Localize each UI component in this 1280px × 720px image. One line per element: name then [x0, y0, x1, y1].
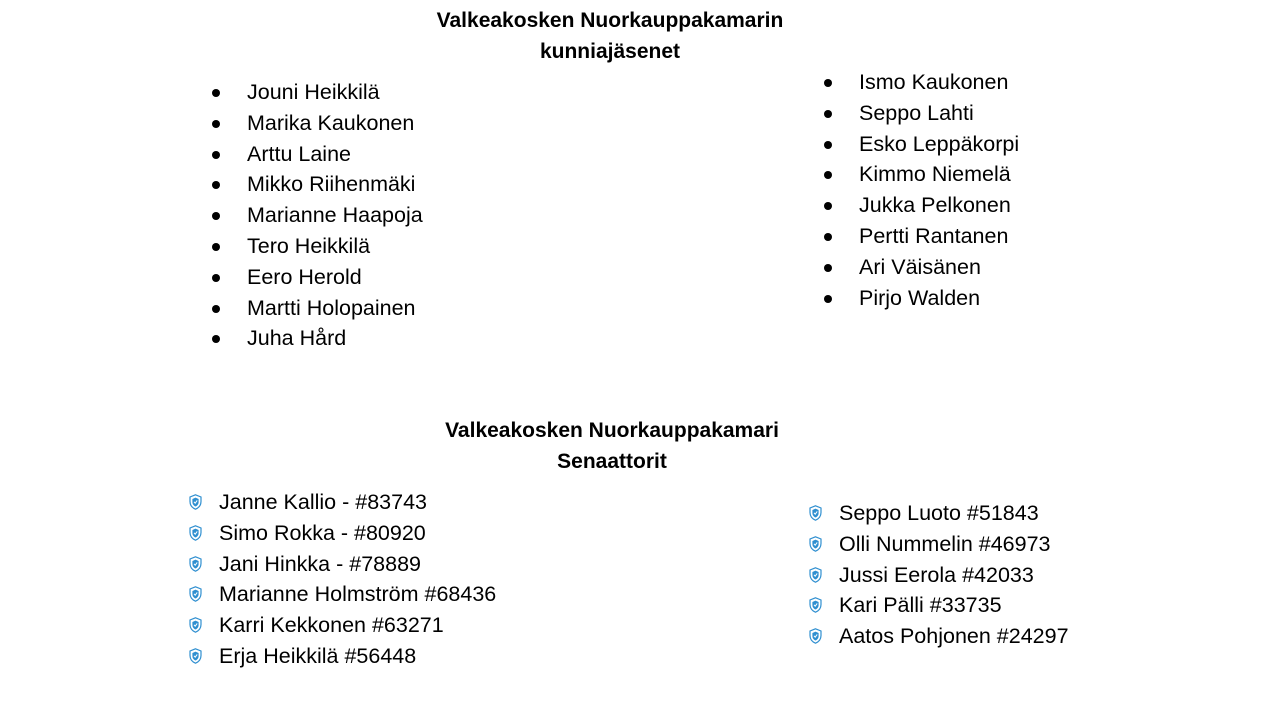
- list-item: [247, 77, 423, 108]
- list-item: [859, 67, 1019, 98]
- member-name: Pertti Rantanen: [859, 223, 1009, 248]
- senator-name: Karri Kekkonen #63271: [219, 613, 444, 638]
- bullet-dot-icon: [824, 264, 832, 272]
- member-name: Ari Väisänen: [859, 254, 981, 279]
- list-item: [247, 323, 423, 354]
- member-name: Mikko Riihenmäki: [247, 172, 416, 197]
- member-name: Jouni Heikkilä: [247, 80, 380, 104]
- list-item: [859, 190, 1019, 221]
- member-name: Arttu Laine: [247, 141, 351, 166]
- shield-icon: [809, 628, 822, 644]
- shield-icon: [809, 567, 822, 583]
- bullet-dot-icon: [212, 274, 220, 282]
- honorary-members-list-left: [247, 77, 423, 354]
- shield-icon: [189, 648, 202, 664]
- list-item: [219, 610, 496, 641]
- senators-title: [380, 415, 844, 477]
- member-name: Ismo Kaukonen: [859, 70, 1009, 94]
- senator-name: Seppo Luoto #51843: [839, 501, 1039, 525]
- bullet-dot-icon: [212, 305, 220, 313]
- shield-icon: [189, 617, 202, 633]
- shield-icon: [809, 597, 822, 613]
- list-item: [219, 579, 496, 610]
- senator-name: Jani Hinkka - #78889: [219, 551, 421, 576]
- senator-name: Simo Rokka - #80920: [219, 520, 426, 545]
- senator-name: Aatos Pohjonen #24297: [839, 624, 1069, 649]
- bullet-dot-icon: [824, 110, 832, 118]
- bullet-dot-icon: [824, 295, 832, 303]
- list-item: [219, 549, 496, 580]
- bullet-dot-icon: [212, 181, 220, 189]
- list-item: [859, 129, 1019, 160]
- list-item: [219, 641, 496, 672]
- bullet-dot-icon: [824, 233, 832, 241]
- list-item: [859, 159, 1019, 190]
- bullet-dot-icon: [212, 89, 220, 97]
- list-item: [247, 293, 423, 324]
- shield-icon: [809, 536, 822, 552]
- member-name: Seppo Lahti: [859, 100, 974, 125]
- list-item: [247, 200, 423, 231]
- shield-icon: [189, 525, 202, 541]
- bullet-dot-icon: [824, 202, 832, 210]
- list-item: [247, 231, 423, 262]
- honorary-title-line1: Valkeakosken Nuorkauppakamarin: [436, 9, 784, 32]
- list-item: [859, 283, 1019, 314]
- shield-icon: [189, 556, 202, 572]
- bullet-dot-icon: [212, 335, 220, 343]
- list-item: [839, 621, 1069, 652]
- member-name: Eero Herold: [247, 264, 362, 289]
- bullet-dot-icon: [824, 141, 832, 149]
- member-name: Marika Kaukonen: [247, 110, 415, 135]
- member-name: Juha Hård: [247, 326, 347, 351]
- honorary-members-title: [380, 5, 840, 67]
- bullet-dot-icon: [824, 79, 832, 87]
- list-item: [859, 221, 1019, 252]
- bullet-dot-icon: [212, 120, 220, 128]
- member-name: Kimmo Niemelä: [859, 162, 1011, 187]
- member-name: Pirjo Walden: [859, 285, 981, 310]
- senators-list-right: [839, 498, 1069, 652]
- list-item: [839, 560, 1069, 591]
- list-item: [839, 498, 1069, 529]
- list-item: [859, 98, 1019, 129]
- list-item: [839, 590, 1069, 621]
- senator-name: Marianne Holmström #68436: [219, 582, 497, 607]
- senator-name: Janne Kallio - #83743: [219, 490, 427, 514]
- member-name: Tero Heikkilä: [247, 233, 371, 258]
- member-name: Jukka Pelkonen: [859, 193, 1011, 218]
- honorary-title-line2: kunniajäsenet: [539, 40, 681, 63]
- list-item: [247, 108, 423, 139]
- list-item: [247, 262, 423, 293]
- senators-title-line2: Senaattorit: [557, 450, 667, 473]
- senator-name: Erja Heikkilä #56448: [219, 643, 417, 668]
- list-item: [247, 139, 423, 170]
- senators-list-left: [219, 487, 496, 672]
- shield-icon: [189, 586, 202, 602]
- honorary-members-list-right: [859, 67, 1019, 313]
- list-item: [219, 487, 496, 518]
- senator-name: Kari Pälli #33735: [839, 593, 1002, 618]
- senator-name: Jussi Eerola #42033: [839, 562, 1034, 587]
- shield-icon: [189, 494, 202, 510]
- bullet-dot-icon: [212, 212, 220, 220]
- senator-name: Olli Nummelin #46973: [839, 531, 1051, 556]
- bullet-dot-icon: [212, 151, 220, 159]
- list-item: [247, 169, 423, 200]
- bullet-dot-icon: [824, 171, 832, 179]
- bullet-dot-icon: [212, 243, 220, 251]
- member-name: Martti Holopainen: [247, 295, 416, 320]
- list-item: [839, 529, 1069, 560]
- list-item: [219, 518, 496, 549]
- list-item: [859, 252, 1019, 283]
- member-name: Esko Leppäkorpi: [859, 131, 1020, 156]
- member-name: Marianne Haapoja: [247, 203, 423, 228]
- shield-icon: [809, 505, 822, 521]
- senators-title-line1: Valkeakosken Nuorkauppakamari: [445, 419, 779, 442]
